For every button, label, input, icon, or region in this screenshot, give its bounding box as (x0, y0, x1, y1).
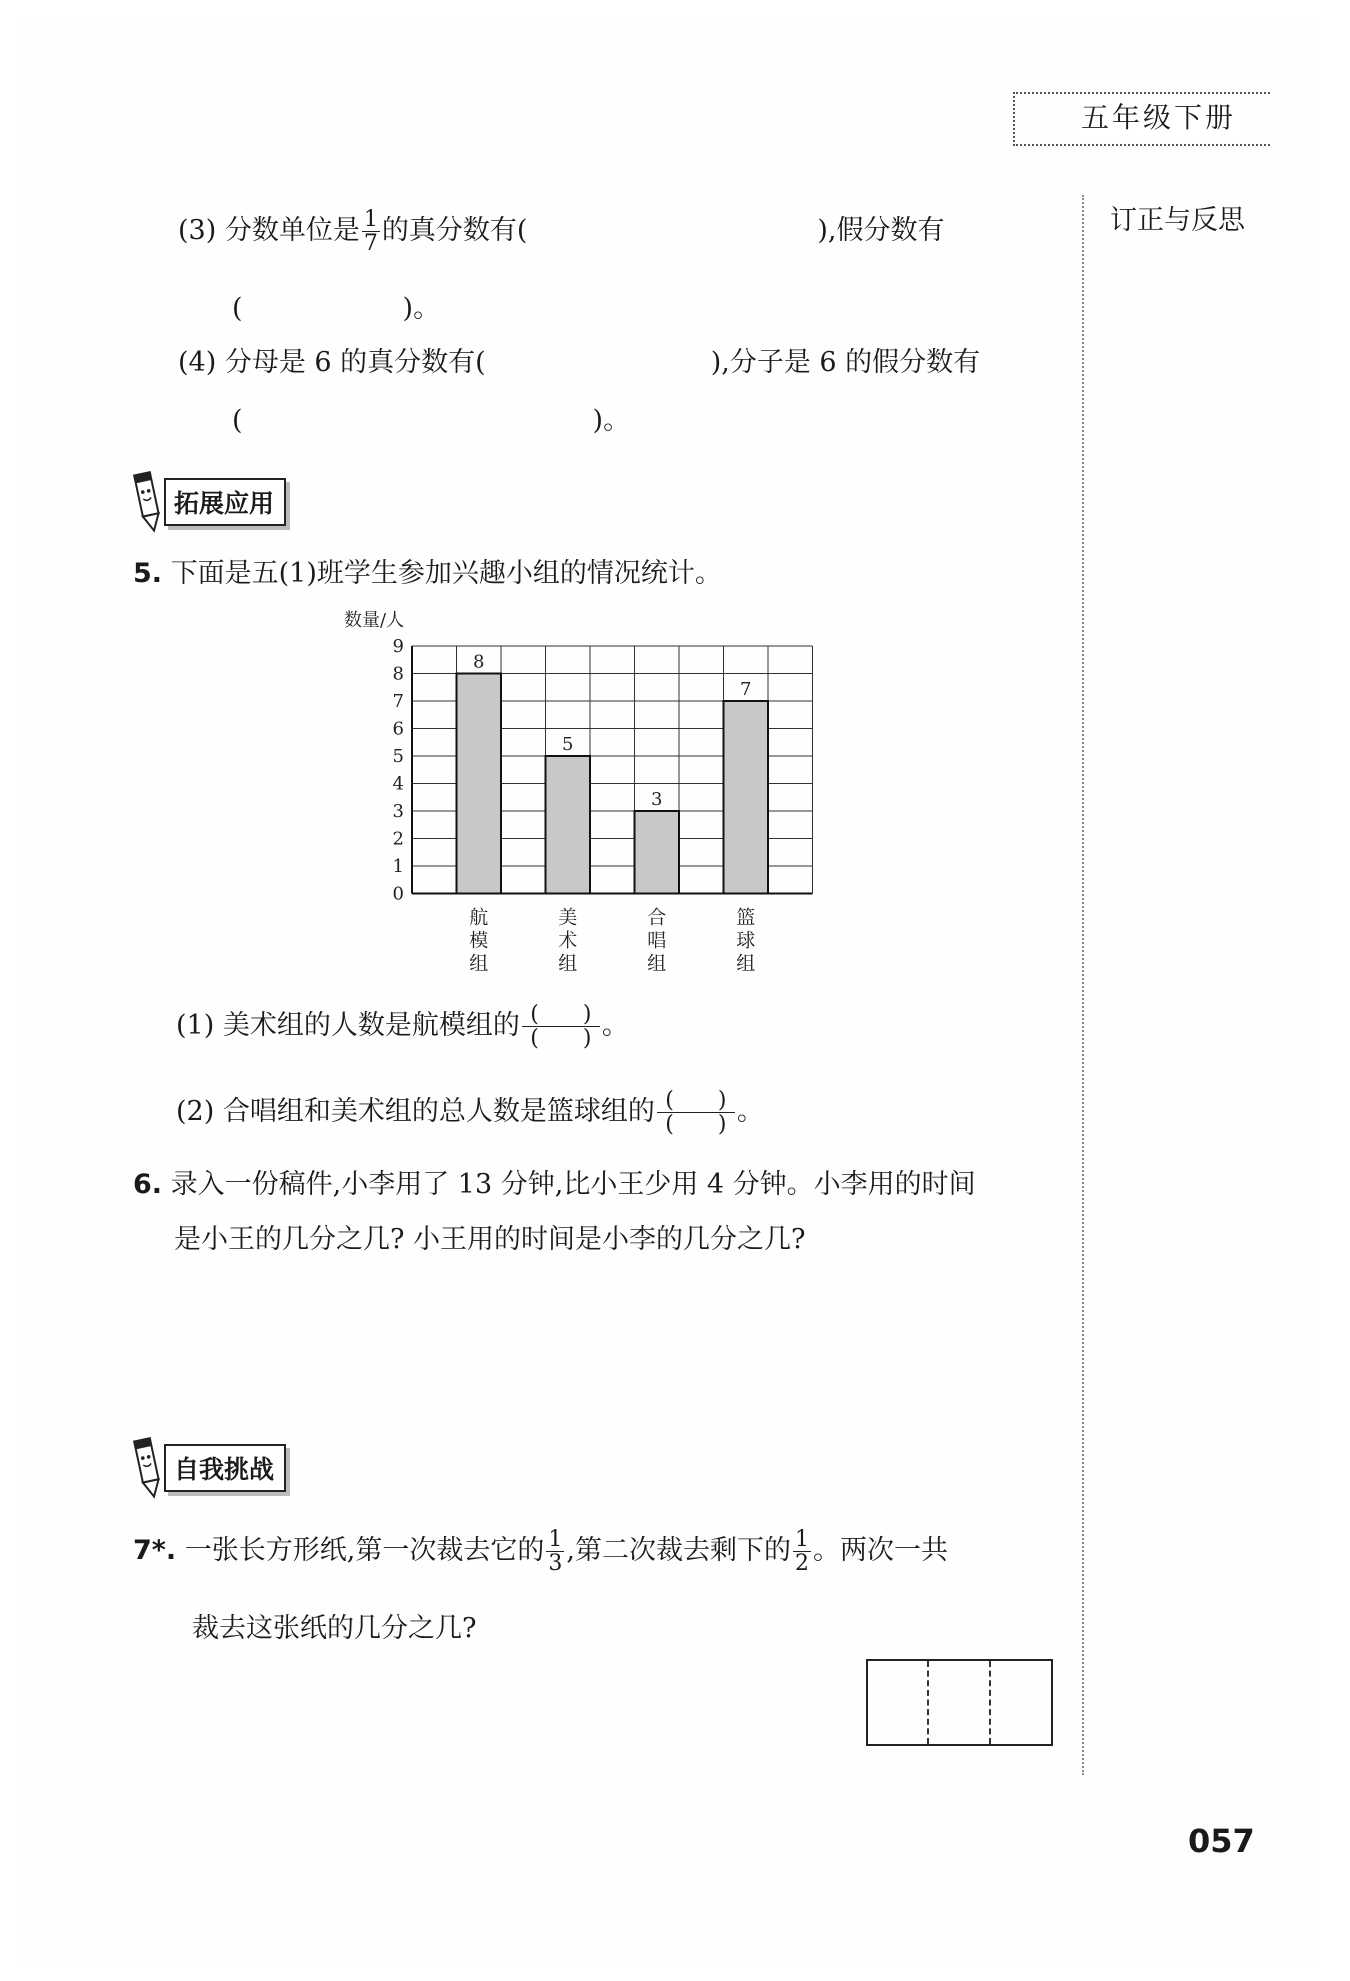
y-tick-label: 4 (392, 773, 404, 795)
grade-label: 五年级下册 (1075, 96, 1242, 136)
q7-line1 (133, 1528, 948, 1575)
bar (635, 811, 680, 894)
page-number: 057 (1188, 1822, 1255, 1860)
y-tick-label: 6 (392, 718, 404, 740)
q7-number: 7*. (133, 1535, 177, 1567)
paren-close: )。 (592, 405, 631, 436)
fold-line (927, 1661, 929, 1744)
q4-part4-text-b: ),分子是 6 的假分数有 (710, 347, 981, 378)
period: 。 (736, 1096, 764, 1128)
category-label: 合 (647, 906, 667, 929)
category-label: 组 (736, 952, 756, 975)
q4-part3-text-a: (3) 分数单位是 (178, 215, 360, 247)
q7-text-a: 一张长方形纸,第一次裁去它的 (184, 1535, 545, 1567)
y-tick-label: 5 (392, 746, 404, 767)
bar (724, 701, 769, 894)
q4-part3-line1 (178, 208, 945, 255)
fraction-denominator: 2 (794, 1551, 809, 1577)
bar (546, 756, 591, 894)
fraction-one-seventh (362, 208, 380, 255)
section-extend-badge (130, 478, 286, 526)
q4-part3-line2 (232, 286, 440, 325)
page (20, 20, 1320, 1965)
q6-line2: 是小王的几分之几? 小王用的时间是小李的几分之几? (174, 1224, 806, 1255)
y-tick-label: 7 (392, 691, 404, 712)
paren-close: )。 (402, 293, 441, 324)
category-label: 篮 (736, 906, 756, 929)
y-tick-label: 0 (392, 883, 404, 905)
paren-open: ( (232, 293, 243, 324)
section-extend-title: 拓展应用 (164, 478, 286, 526)
section-challenge-title: 自我挑战 (164, 1444, 286, 1492)
bar-data-label: 5 (562, 734, 574, 755)
category-label: 模 (469, 929, 489, 952)
q7-text-b: ,第二次裁去剩下的 (566, 1535, 791, 1567)
q6-number: 6. (133, 1169, 163, 1200)
q4-part4-line1 (178, 340, 980, 379)
y-tick-label: 3 (392, 801, 404, 822)
fold-line (989, 1661, 991, 1744)
y-tick-label: 8 (392, 663, 404, 685)
bar-data-label: 8 (473, 651, 485, 673)
q4-part3-text-c: ),假分数有 (817, 215, 945, 247)
q5-text: 下面是五(1)班学生参加兴趣小组的情况统计。 (170, 558, 722, 589)
page-header (1013, 92, 1270, 146)
category-label: 航 (469, 906, 489, 929)
q5-sub1 (176, 1003, 629, 1050)
fraction-denominator-blank[interactable]: ( ) (665, 1112, 727, 1138)
q6-text-line1: 录入一份稿件,小李用了 13 分钟,比小王少用 4 分钟。小李用的时间 (170, 1169, 976, 1200)
category-label: 组 (647, 952, 667, 975)
q6-line1 (133, 1162, 976, 1201)
bar-chart (330, 600, 850, 990)
period: 。 (601, 1010, 629, 1042)
fraction-numerator: 1 (794, 1527, 809, 1552)
fraction-numerator-blank[interactable]: ( ) (657, 1089, 735, 1113)
q4-part4-text-a: (4) 分母是 6 的真分数有( (178, 347, 486, 378)
fraction-denominator: 3 (548, 1551, 563, 1577)
y-tick-label: 2 (392, 828, 404, 850)
q4-part3-text-b: 的真分数有( (381, 215, 528, 247)
category-label: 组 (558, 952, 578, 975)
category-label: 美 (558, 906, 578, 929)
q5-number: 5. (133, 558, 163, 589)
category-label: 术 (558, 929, 578, 952)
fraction-one-half (793, 1528, 811, 1575)
q5-stem (133, 551, 722, 590)
fraction-denominator-blank[interactable]: ( ) (530, 1026, 592, 1052)
section-challenge-badge (130, 1444, 286, 1492)
bar-data-label: 7 (740, 679, 752, 700)
margin-title: 订正与反思 (1110, 205, 1245, 236)
fraction-one-third (546, 1528, 564, 1575)
fraction-answer-blank[interactable] (522, 1003, 600, 1050)
fraction-answer-blank[interactable] (657, 1089, 735, 1136)
q7-line2: 裁去这张纸的几分之几? (192, 1613, 477, 1644)
fraction-numerator-blank[interactable]: ( ) (522, 1003, 600, 1027)
q5-sub2 (176, 1089, 764, 1136)
category-label: 唱 (647, 929, 667, 952)
bar (457, 674, 502, 894)
category-label: 组 (469, 952, 489, 975)
pencil-icon (130, 1433, 168, 1503)
q5-sub1-text: (1) 美术组的人数是航模组的 (176, 1010, 520, 1042)
q5-sub2-text: (2) 合唱组和美术组的总人数是篮球组的 (176, 1096, 655, 1128)
q7-text-c: 。两次一共 (812, 1535, 948, 1567)
paren-open: ( (232, 405, 243, 436)
fraction-numerator: 1 (363, 207, 378, 232)
category-label: 球 (736, 929, 756, 952)
fraction-denominator: 7 (363, 231, 378, 257)
fraction-numerator: 1 (548, 1527, 563, 1552)
y-tick-label: 1 (392, 856, 404, 877)
paper-diagram (866, 1659, 1053, 1746)
margin-divider (1082, 195, 1084, 1775)
pencil-icon (130, 467, 168, 537)
q4-part4-line2 (232, 398, 630, 437)
y-tick-label: 9 (392, 636, 404, 657)
bar-data-label: 3 (651, 789, 663, 810)
y-axis-label: 数量/人 (344, 610, 405, 631)
